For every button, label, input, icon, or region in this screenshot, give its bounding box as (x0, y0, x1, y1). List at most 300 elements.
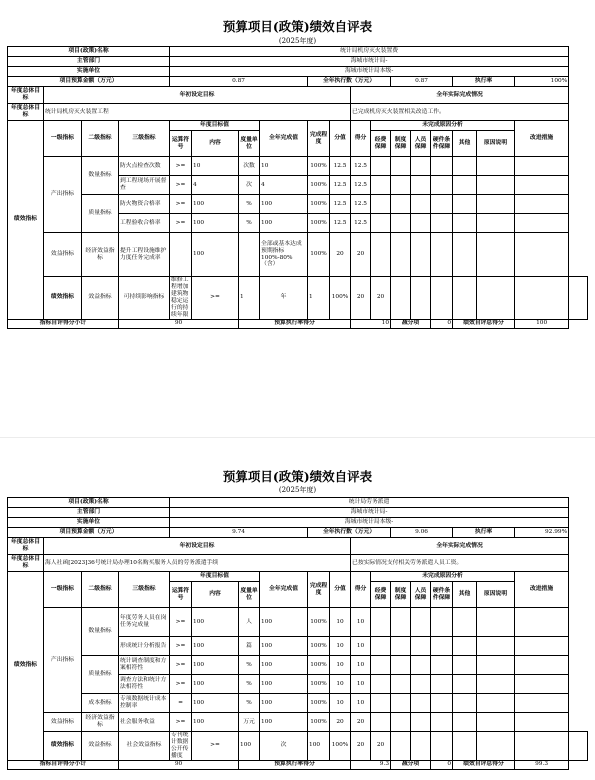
empty-cell (431, 608, 453, 637)
head-completion: 完成程度 (308, 121, 330, 157)
total-score-value: 99.3 (515, 760, 569, 769)
empty-cell (569, 732, 588, 761)
goal-text-label: 年度总体目标 (8, 104, 44, 121)
empty-cell (453, 675, 477, 694)
indicator-score: 10 (330, 637, 351, 656)
budget-value: 0.87 (170, 77, 308, 87)
empty-cell (411, 637, 431, 656)
empty-cell (453, 233, 477, 277)
evaluation-table (7, 46, 588, 329)
indicator-year-val: 100 (260, 713, 308, 732)
indicator-unit: % (239, 195, 260, 214)
table-row (8, 195, 588, 214)
empty-cell (515, 608, 569, 637)
head-reasons: 未完成原因分析 (371, 572, 515, 582)
exec-label: 全年执行数（万元） (308, 528, 391, 538)
empty-cell (453, 713, 477, 732)
empty-cell (569, 277, 588, 320)
indicator-score: 20 (351, 277, 371, 320)
indicator-completion: 100% (330, 277, 351, 320)
table-row (8, 608, 588, 637)
indicator-content: 100 (192, 608, 239, 637)
indicator-l2: 成本指标 (82, 694, 119, 713)
indicator-op: >= (170, 176, 192, 195)
indicator-l1: 效益指标 (44, 233, 82, 277)
indicator-unit: 万元 (239, 713, 260, 732)
empty-cell (515, 637, 569, 656)
indicator-score: 20 (330, 713, 351, 732)
indicator-completion: 100% (330, 732, 351, 761)
empty-cell (477, 157, 515, 176)
rate-value: 100% (515, 77, 569, 87)
indicator-l1: 效益指标 (44, 713, 82, 732)
indicator-completion: 100% (308, 656, 330, 675)
indicator-year-val: 100 (260, 694, 308, 713)
head-l2: 二级指标 (82, 121, 119, 157)
empty-cell (515, 694, 569, 713)
head-improve: 改进措施 (515, 572, 569, 608)
dept-label: 主管部门 (8, 57, 170, 67)
head-year-val: 全年完成值 (260, 121, 308, 157)
indicator-unit: 次数 (239, 157, 260, 176)
indicator-unit: 次 (260, 732, 308, 761)
empty-cell (431, 195, 453, 214)
ind-score-value: 90 (119, 760, 239, 769)
indicator-unit: % (239, 675, 260, 694)
head-r2: 制度保障 (391, 131, 411, 157)
indicator-unit (239, 233, 260, 277)
head-op: 运算符号 (170, 131, 192, 157)
empty-cell (391, 675, 411, 694)
indicator-l2: 经济效益指标 (82, 233, 119, 277)
indicator-year-val: 100 (308, 732, 330, 761)
indicator-got: 12.5 (351, 214, 371, 233)
empty-cell (431, 637, 453, 656)
indicator-l2: 社会效益指标 (119, 732, 170, 761)
head-l1: 一级指标 (44, 121, 82, 157)
table-row (8, 732, 588, 761)
exec-label: 全年执行数（万元） (308, 77, 391, 87)
head-r5: 其他 (453, 131, 477, 157)
form-title: 预算项目(政策)绩效自评表 (222, 19, 373, 34)
indicator-l3: 形成统计分析报告 (119, 637, 170, 656)
empty-cell (371, 608, 391, 637)
rate-value: 92.99% (515, 528, 569, 538)
indicator-year-val: 100 (260, 656, 308, 675)
perf-indicator-label: 绩效指标 (44, 732, 82, 761)
empty-cell (371, 637, 391, 656)
indicator-content: 100 (192, 195, 239, 214)
head-score-val: 分值 (330, 121, 351, 157)
indicator-year-val: 1 (308, 277, 330, 320)
indicator-year-val: 100 (260, 608, 308, 637)
indicator-l3: 专项数据统计成本控制率 (119, 694, 170, 713)
empty-cell (371, 157, 391, 176)
empty-cell (391, 637, 411, 656)
head-got: 得分 (351, 572, 371, 608)
exec-score-value: 9.3 (351, 760, 391, 769)
empty-cell (477, 608, 515, 637)
indicator-year-val: 10 (260, 157, 308, 176)
totals-row (8, 319, 588, 328)
head-l2: 二级指标 (82, 572, 119, 608)
empty-cell (431, 675, 453, 694)
indicator-score: 12.5 (330, 157, 351, 176)
goal-text-label: 年度总体目标 (8, 555, 44, 572)
head-completion: 完成程度 (308, 572, 330, 608)
goal-right-head: 全年实际完成情况 (351, 87, 569, 104)
indicator-l3: 统计调查制度和方案相符性 (119, 656, 170, 675)
indicator-l3: 到工程现场开展督查 (119, 176, 170, 195)
rate-label: 执行率 (453, 528, 515, 538)
ind-score-label: 指标自评得分小计 (8, 319, 119, 328)
budget-label: 项目预算金额（万元） (8, 77, 170, 87)
empty-cell (371, 195, 391, 214)
indicator-content: 100 (192, 233, 239, 277)
indicator-l3: 年度劳务人员在岗任务完成量 (119, 608, 170, 637)
empty-cell (371, 713, 391, 732)
perf-indicator-label: 绩效指标 (44, 277, 82, 320)
indicator-got: 20 (371, 277, 391, 320)
indicator-year-val: 100 (260, 195, 308, 214)
indicator-l3: 社会服务收益 (119, 713, 170, 732)
indicator-op: >= (170, 713, 192, 732)
head-l3: 三级指标 (119, 572, 170, 608)
head-op: 运算符号 (170, 582, 192, 608)
empty-cell (477, 694, 515, 713)
empty-cell (477, 214, 515, 233)
project-name-label: 项目(政策)名称 (8, 47, 170, 57)
empty-cell (431, 214, 453, 233)
empty-cell (411, 694, 431, 713)
indicator-l3: 防火点检查次数 (119, 157, 170, 176)
indicator-content: 100 (192, 713, 239, 732)
indicator-completion: 100% (308, 608, 330, 637)
exec-value: 9.06 (391, 528, 453, 538)
head-l3: 三级指标 (119, 121, 170, 157)
empty-cell (391, 694, 411, 713)
empty-cell (431, 233, 453, 277)
head-got: 得分 (351, 121, 371, 157)
empty-cell (515, 214, 569, 233)
indicator-content: 100 (192, 694, 239, 713)
empty-cell (515, 277, 569, 320)
goal-left-head: 年初设定目标 (44, 538, 351, 555)
empty-cell (391, 195, 411, 214)
table-row (8, 233, 588, 277)
empty-cell (453, 732, 477, 761)
unit-label: 实施单位 (8, 518, 170, 528)
empty-cell (411, 732, 431, 761)
indicator-year-val: 100 (260, 637, 308, 656)
empty-cell (391, 656, 411, 675)
empty-cell (453, 277, 477, 320)
indicator-l3: 提升工程设施维护力度任务完成率 (119, 233, 170, 277)
empty-cell (371, 694, 391, 713)
empty-cell (391, 157, 411, 176)
indicator-op: = (170, 694, 192, 713)
indicator-l1: 产出指标 (44, 608, 82, 713)
empty-cell (391, 214, 411, 233)
indicator-l3: 调查方法和统计方法相符性 (119, 675, 170, 694)
indicator-content: 100 (192, 656, 239, 675)
head-target: 年度目标值 (170, 572, 260, 582)
indicator-unit: 人 (239, 608, 260, 637)
dept-value: 海城市统计局- (170, 508, 569, 518)
indicator-score: 10 (330, 694, 351, 713)
unit-value: 海城市统计局本级- (170, 67, 569, 77)
empty-cell (477, 675, 515, 694)
empty-cell (453, 195, 477, 214)
indicator-content: 100 (192, 214, 239, 233)
empty-cell (371, 233, 391, 277)
page-divider (0, 437, 595, 438)
goal-label: 年度总体目标 (8, 538, 44, 555)
indicator-score: 20 (330, 233, 351, 277)
empty-cell (515, 195, 569, 214)
form-title: 预算项目(政策)绩效自评表 (222, 469, 373, 484)
empty-cell (431, 694, 453, 713)
empty-cell (453, 214, 477, 233)
empty-cell (515, 732, 569, 761)
table-row (8, 157, 588, 176)
indicator-score: 10 (330, 656, 351, 675)
indicator-got: 20 (351, 233, 371, 277)
head-r5: 其他 (453, 582, 477, 608)
indicator-l2: 经济效益指标 (82, 713, 119, 732)
indicator-l2: 质量指标 (82, 195, 119, 233)
indicator-op: >= (170, 214, 192, 233)
empty-cell (411, 233, 431, 277)
empty-cell (477, 732, 515, 761)
empty-cell (515, 675, 569, 694)
indicator-year-val: 全部或基本达成预期指标100%-80%（含） (260, 233, 308, 277)
table-row (8, 656, 588, 675)
indicator-op: >= (170, 157, 192, 176)
empty-cell (411, 675, 431, 694)
head-r6: 原因说明 (477, 582, 515, 608)
indicator-op: >= (170, 195, 192, 214)
empty-cell (453, 637, 477, 656)
empty-cell (411, 214, 431, 233)
form-year: (2025年度) (278, 486, 317, 494)
totals-row (8, 760, 588, 769)
project-name-value: 统计局劳务派遣 (170, 498, 569, 508)
indicator-got: 10 (351, 656, 371, 675)
indicator-completion: 100% (308, 713, 330, 732)
indicator-l3: 维修工程增加建筑物稳定运行的持续年限 (170, 277, 192, 320)
empty-cell (411, 176, 431, 195)
head-score-val: 分值 (330, 572, 351, 608)
indicator-content: 1 (239, 277, 260, 320)
indicator-content: 4 (192, 176, 239, 195)
indicator-unit: 年 (260, 277, 308, 320)
indicator-l3: 专刊统计数据公开传播度 (170, 732, 192, 761)
head-r2: 制度保障 (391, 582, 411, 608)
empty-cell (391, 732, 411, 761)
empty-cell (477, 656, 515, 675)
table-row (8, 713, 588, 732)
empty-cell (453, 176, 477, 195)
empty-cell (411, 608, 431, 637)
head-r4: 硬件条件保障 (431, 582, 453, 608)
empty-cell (453, 656, 477, 675)
goal-right-text: 已完成机房灭火装置相关改造工作。 (351, 104, 569, 121)
goal-right-head: 全年实际完成情况 (351, 538, 569, 555)
empty-cell (431, 277, 453, 320)
indicator-completion: 100% (308, 637, 330, 656)
indicator-got: 10 (351, 637, 371, 656)
indicator-got: 10 (351, 694, 371, 713)
perf-indicator-label: 绩效指标 (8, 572, 44, 761)
dept-label: 主管部门 (8, 508, 170, 518)
head-year-val: 全年完成值 (260, 572, 308, 608)
indicator-op: >= (192, 732, 239, 761)
indicator-completion: 100% (308, 675, 330, 694)
indicator-got: 10 (351, 608, 371, 637)
empty-cell (515, 233, 569, 277)
head-content: 内容 (192, 582, 239, 608)
dept-value: 海城市统计局- (170, 57, 569, 67)
indicator-op: >= (192, 277, 239, 320)
head-target: 年度目标值 (170, 121, 260, 131)
empty-cell (371, 176, 391, 195)
deduct-value: 0 (431, 319, 453, 328)
budget-label: 项目预算金额（万元） (8, 528, 170, 538)
empty-cell (371, 675, 391, 694)
empty-cell (391, 233, 411, 277)
head-reasons: 未完成原因分析 (371, 121, 515, 131)
indicator-got: 20 (371, 732, 391, 761)
head-r4: 硬件条件保障 (431, 131, 453, 157)
total-score-label: 绩效自评总得分 (453, 319, 515, 328)
deduct-label: 减分项 (391, 319, 431, 328)
indicator-content: 100 (192, 637, 239, 656)
indicator-unit: % (239, 694, 260, 713)
budget-value: 9.74 (170, 528, 308, 538)
indicator-score: 12.5 (330, 176, 351, 195)
indicator-got: 20 (351, 713, 371, 732)
empty-cell (371, 656, 391, 675)
indicator-op: >= (170, 675, 192, 694)
exec-score-label: 预算执行率得分 (239, 760, 351, 769)
empty-cell (453, 694, 477, 713)
empty-cell (515, 176, 569, 195)
ind-score-value: 90 (119, 319, 239, 328)
empty-cell (431, 176, 453, 195)
indicator-year-val: 100 (260, 214, 308, 233)
indicator-got: 12.5 (351, 157, 371, 176)
indicator-unit: % (239, 656, 260, 675)
indicator-got: 10 (351, 675, 371, 694)
rate-label: 执行率 (453, 77, 515, 87)
head-l1: 一级指标 (44, 572, 82, 608)
goal-left-text: 统计局机房灭火装置工程 (44, 104, 351, 121)
head-r3: 人员保障 (411, 582, 431, 608)
empty-cell (477, 233, 515, 277)
empty-cell (477, 195, 515, 214)
empty-cell (431, 732, 453, 761)
indicator-content: 100 (192, 675, 239, 694)
unit-label: 实施单位 (8, 67, 170, 77)
indicator-score: 12.5 (330, 195, 351, 214)
indicator-l2: 数量指标 (82, 157, 119, 195)
indicator-l1: 产出指标 (44, 157, 82, 233)
table-row (8, 277, 588, 320)
perf-indicator-label: 绩效指标 (8, 121, 44, 320)
empty-cell (477, 713, 515, 732)
head-improve: 改进措施 (515, 121, 569, 157)
deduct-value: 0 (431, 760, 453, 769)
indicator-completion: 100% (308, 176, 330, 195)
indicator-completion: 100% (308, 195, 330, 214)
indicator-unit: % (239, 214, 260, 233)
indicator-unit: 次 (239, 176, 260, 195)
indicator-completion: 100% (308, 233, 330, 277)
empty-cell (477, 637, 515, 656)
indicator-year-val: 100 (260, 675, 308, 694)
empty-cell (391, 277, 411, 320)
empty-cell (431, 713, 453, 732)
indicator-op: >= (170, 656, 192, 675)
indicator-op (170, 233, 192, 277)
empty-cell (515, 713, 569, 732)
head-r6: 原因说明 (477, 131, 515, 157)
total-score-value: 100 (515, 319, 569, 328)
indicator-completion: 100% (308, 694, 330, 713)
indicator-content: 10 (192, 157, 239, 176)
indicator-score: 20 (351, 732, 371, 761)
empty-cell (515, 157, 569, 176)
indicator-op: >= (170, 608, 192, 637)
exec-score-value: 10 (351, 319, 391, 328)
empty-cell (431, 157, 453, 176)
deduct-label: 减分项 (391, 760, 431, 769)
indicator-score: 10 (330, 608, 351, 637)
empty-cell (411, 656, 431, 675)
head-r3: 人员保障 (411, 131, 431, 157)
evaluation-table (7, 497, 588, 770)
exec-score-label: 预算执行率得分 (239, 319, 351, 328)
empty-cell (411, 157, 431, 176)
indicator-l2: 数量指标 (82, 608, 119, 656)
empty-cell (371, 214, 391, 233)
empty-cell (515, 656, 569, 675)
empty-cell (391, 713, 411, 732)
goal-left-text: 海人社函[2023]36号统计局办理10名购买服务人员的劳务派遣手续 (44, 555, 351, 572)
indicator-l2: 质量指标 (82, 656, 119, 694)
empty-cell (477, 277, 515, 320)
indicator-unit: 篇 (239, 637, 260, 656)
head-content: 内容 (192, 131, 239, 157)
form-year: (2025年度) (278, 37, 317, 45)
indicator-l1: 效益指标 (82, 732, 119, 761)
empty-cell (453, 608, 477, 637)
indicator-l3: 防火物资合格率 (119, 195, 170, 214)
indicator-l1: 效益指标 (82, 277, 119, 320)
empty-cell (391, 176, 411, 195)
goal-right-text: 已按实际情况支付相关劳务派遣人员工资。 (351, 555, 569, 572)
head-r1: 经费保障 (371, 582, 391, 608)
project-name-value: 统计局机房灭火装置费 (170, 47, 569, 57)
empty-cell (411, 713, 431, 732)
indicator-year-val: 4 (260, 176, 308, 195)
empty-cell (411, 277, 431, 320)
empty-cell (453, 157, 477, 176)
project-name-label: 项目(政策)名称 (8, 498, 170, 508)
indicator-l3: 工程验收合格率 (119, 214, 170, 233)
table-row (8, 694, 588, 713)
